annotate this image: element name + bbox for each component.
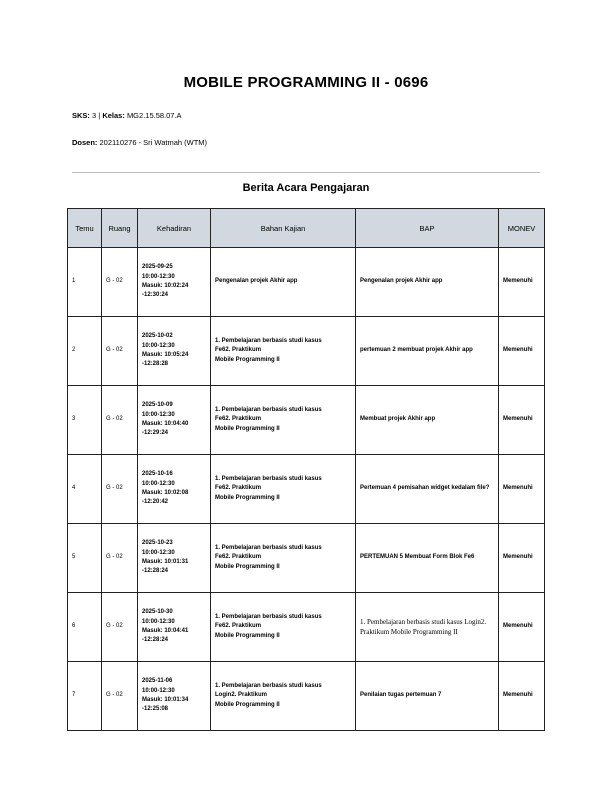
bahan-line: Mobile Programming II [215, 356, 280, 363]
table-row [68, 662, 545, 731]
kelas-label: Kelas: [102, 111, 125, 120]
cell-monev: Memenuhi [499, 317, 545, 386]
kehadiran-line: 2025-10-09 [142, 402, 173, 409]
cell-monev: Memenuhi [499, 455, 545, 524]
kehadiran-line: -12:20:42 [142, 499, 169, 506]
kehadiran-line: -12:30:24 [142, 292, 169, 299]
cell-kehadiran [138, 248, 211, 317]
kehadiran-line: 10:00-12:30 [142, 618, 175, 625]
divider [72, 172, 540, 173]
bahan-line: Mobile Programming II [215, 701, 280, 708]
cell-bap: PERTEMUAN 5 Membuat Form Blok Fe6 [356, 524, 499, 593]
meta-separator: | [98, 111, 101, 120]
kehadiran-line: Masuk: 10:04:40 [142, 421, 189, 427]
kehadiran-line: Masuk: 10:01:31 [142, 559, 189, 565]
cell-bahan-kajian [211, 524, 356, 593]
cell-kehadiran [138, 524, 211, 593]
section-title: Berita Acara Pengajaran [242, 182, 370, 194]
cell-monev: Memenuhi [499, 524, 545, 593]
kehadiran-line: Masuk: 10:01:34 [142, 697, 189, 703]
course-meta [72, 111, 182, 120]
bahan-line: 1. Pembelajaran berbasis studi kasus [215, 614, 322, 621]
bahan-line: Mobile Programming II [215, 632, 280, 639]
cell-bahan-kajian [211, 455, 356, 524]
cell-bahan-kajian [211, 317, 356, 386]
kehadiran-line: 10:00-12:30 [142, 687, 175, 694]
cell-temu: 2 [68, 317, 102, 386]
sks-label: SKS: [72, 111, 90, 120]
cell-monev: Memenuhi [499, 593, 545, 662]
cell-kehadiran [138, 593, 211, 662]
kehadiran-line: 2025-10-30 [142, 609, 173, 616]
cell-bap: Pengenalan projek Akhir app [356, 248, 499, 317]
bahan-line: Pengenalan projek Akhir app [215, 278, 298, 285]
bahan-line: Mobile Programming II [215, 494, 280, 501]
table-row [68, 455, 545, 524]
cell-temu: 3 [68, 386, 102, 455]
cell-bap: Penilaian tugas pertemuan 7 [356, 662, 499, 731]
kehadiran-line: -12:28:24 [142, 637, 169, 644]
cell-ruang: G - 02 [102, 662, 138, 731]
cell-bap: Membuat projek Akhir app [356, 386, 499, 455]
kehadiran-line: Masuk: 10:02:24 [142, 283, 189, 289]
cell-bap: pertemuan 2 membuat projek Akhir app [356, 317, 499, 386]
page-title: MOBILE PROGRAMMING II - 0696 [183, 74, 429, 91]
bahan-line: 1. Pembelajaran berbasis studi kasus [215, 476, 322, 483]
header-bahan-kajian: Bahan Kajian [211, 209, 356, 248]
table-row [68, 524, 545, 593]
cell-ruang: G - 02 [102, 317, 138, 386]
bahan-line: 1. Pembelajaran berbasis studi kasus [215, 683, 322, 690]
cell-temu: 1 [68, 248, 102, 317]
cell-ruang: G - 02 [102, 455, 138, 524]
cell-monev: Memenuhi [499, 386, 545, 455]
kehadiran-line: -12:28:24 [142, 568, 169, 575]
kehadiran-line: Masuk: 10:05:24 [142, 352, 189, 358]
kehadiran-line: 10:00-12:30 [142, 342, 175, 349]
bahan-line: 1. Pembelajaran berbasis studi kasus [215, 338, 322, 345]
bahan-line: Login2. Praktikum [215, 692, 268, 699]
lecturer-meta [72, 138, 207, 147]
bahan-line: 1. Pembelajaran berbasis studi kasus [215, 407, 322, 414]
kehadiran-line: -12:28:28 [142, 361, 169, 368]
header-monev: MONEV [499, 209, 545, 248]
dosen-label: Dosen: [72, 138, 98, 147]
kehadiran-line: Masuk: 10:02:08 [142, 490, 189, 496]
table-row [68, 386, 545, 455]
kehadiran-line: 10:00-12:30 [142, 273, 175, 280]
cell-bahan-kajian [211, 386, 356, 455]
kehadiran-line: -12:25:08 [142, 706, 169, 713]
cell-bap: 1. Pembelajaran berbasis studi kasus Login2. Praktikum Mobile Programming II [356, 593, 499, 662]
header-kehadiran: Kehadiran [138, 209, 211, 248]
cell-kehadiran [138, 386, 211, 455]
bahan-line: Fe62. Praktikum [215, 623, 262, 630]
kehadiran-line: 2025-10-23 [142, 540, 173, 547]
table-row [68, 248, 545, 317]
cell-monev: Memenuhi [499, 662, 545, 731]
cell-temu: 5 [68, 524, 102, 593]
cell-ruang: G - 02 [102, 386, 138, 455]
cell-ruang: G - 02 [102, 524, 138, 593]
table-row [68, 317, 545, 386]
cell-monev: Memenuhi [499, 248, 545, 317]
cell-temu: 4 [68, 455, 102, 524]
kehadiran-line: 10:00-12:30 [142, 549, 175, 556]
cell-bahan-kajian [211, 248, 356, 317]
bahan-line: Mobile Programming II [215, 425, 280, 432]
cell-kehadiran [138, 455, 211, 524]
header-ruang: Ruang [102, 209, 138, 248]
table-header-row [68, 209, 545, 248]
cell-bap: Pertemuan 4 pemisahan widget kedalam file? [356, 455, 499, 524]
cell-temu: 6 [68, 593, 102, 662]
bahan-line: Mobile Programming II [215, 563, 280, 570]
sks-value: 3 [92, 111, 97, 120]
cell-bahan-kajian [211, 662, 356, 731]
kehadiran-line: 2025-10-16 [142, 471, 173, 478]
cell-bahan-kajian [211, 593, 356, 662]
cell-temu: 7 [68, 662, 102, 731]
kehadiran-line: 2025-09-25 [142, 264, 173, 271]
bap-table [67, 208, 545, 731]
cell-kehadiran [138, 317, 211, 386]
kehadiran-line: 2025-11-06 [142, 678, 173, 685]
dosen-value: 202110276 - Sri Watmah (WTM) [99, 138, 208, 147]
cell-ruang: G - 02 [102, 593, 138, 662]
bahan-line: Fe62. Praktikum [215, 416, 262, 423]
kehadiran-line: 10:00-12:30 [142, 411, 175, 418]
kehadiran-line: 10:00-12:30 [142, 480, 175, 487]
kelas-value: MG2.15.58.07.A [126, 111, 182, 120]
header-temu: Temu [68, 209, 102, 248]
kehadiran-line: Masuk: 10:04:41 [142, 628, 189, 634]
bahan-line: Fe62. Praktikum [215, 347, 262, 354]
bahan-line: 1. Pembelajaran berbasis studi kasus [215, 545, 322, 552]
bahan-line: Fe62. Praktikum [215, 554, 262, 561]
cell-kehadiran [138, 662, 211, 731]
cell-ruang: G - 02 [102, 248, 138, 317]
kehadiran-line: 2025-10-02 [142, 333, 173, 340]
bahan-line: Fe62. Praktikum [215, 485, 262, 492]
kehadiran-line: -12:29:24 [142, 430, 169, 437]
table-row [68, 593, 545, 662]
header-bap: BAP [356, 209, 499, 248]
